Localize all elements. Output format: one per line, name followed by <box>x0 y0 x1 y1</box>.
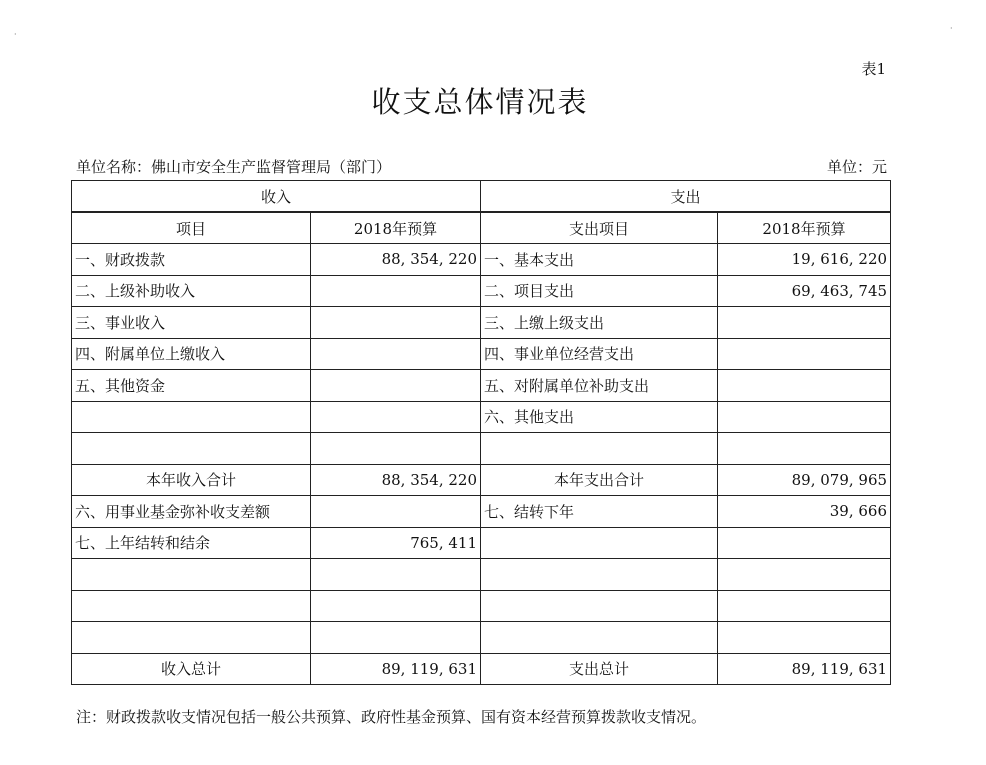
income-item-cell <box>72 559 311 591</box>
table-row <box>72 464 891 496</box>
expense-budget-cell: 89, 119, 631 <box>718 653 891 685</box>
income-item-cell <box>72 401 311 433</box>
expense-item-cell <box>481 590 718 622</box>
expense-budget-cell <box>718 307 891 339</box>
scan-speck: · <box>14 30 17 39</box>
expense-budget-cell <box>718 401 891 433</box>
expense-budget-cell <box>718 622 891 654</box>
expense-header: 支出 <box>481 181 891 213</box>
footnote: 注：财政拨款收支情况包括一般公共预算、政府性基金预算、国有资本经营预算拨款收支情况。 <box>76 708 707 726</box>
table-row <box>72 622 891 654</box>
table-row <box>72 275 891 307</box>
income-budget-cell <box>311 307 481 339</box>
expense-item-cell: 二、项目支出 <box>481 275 718 307</box>
expense-item-cell: 一、基本支出 <box>481 244 718 276</box>
table-row <box>72 559 891 591</box>
expense-budget-cell: 89, 079, 965 <box>718 464 891 496</box>
expense-item-cell: 本年支出合计 <box>481 464 718 496</box>
income-budget-cell: 88, 354, 220 <box>311 464 481 496</box>
expense-item-cell: 六、其他支出 <box>481 401 718 433</box>
expense-item-cell: 七、结转下年 <box>481 496 718 528</box>
table-row <box>72 653 891 685</box>
table-row <box>72 370 891 402</box>
table-row <box>72 433 891 465</box>
table-row <box>72 307 891 339</box>
income-item-cell: 七、上年结转和结余 <box>72 527 311 559</box>
income-item-cell: 六、用事业基金弥补收支差额 <box>72 496 311 528</box>
income-budget-cell: 89, 119, 631 <box>311 653 481 685</box>
currency-unit: 单位：元 <box>826 158 887 176</box>
table-row <box>72 527 891 559</box>
expense-budget-cell <box>718 433 891 465</box>
income-item-cell: 一、财政拨款 <box>72 244 311 276</box>
expense-item-cell <box>481 433 718 465</box>
income-item-cell: 四、附属单位上缴收入 <box>72 338 311 370</box>
expense-budget-cell <box>718 338 891 370</box>
group-header-row <box>72 181 891 213</box>
expense-item-cell <box>481 527 718 559</box>
budget-table <box>71 180 891 685</box>
income-budget-cell <box>311 433 481 465</box>
table-row <box>72 401 891 433</box>
expense-budget-cell <box>718 527 891 559</box>
income-budget-cell: 765, 411 <box>311 527 481 559</box>
table-row <box>72 244 891 276</box>
income-header: 收入 <box>72 181 481 213</box>
income-item-cell: 二、上级补助收入 <box>72 275 311 307</box>
table-number: 表1 <box>861 60 886 78</box>
income-budget-cell: 88, 354, 220 <box>311 244 481 276</box>
expense-budget-cell: 39, 666 <box>718 496 891 528</box>
table-row <box>72 338 891 370</box>
income-item-cell: 三、事业收入 <box>72 307 311 339</box>
expense-item-cell <box>481 559 718 591</box>
col-income-budget: 2018年预算 <box>311 212 481 244</box>
expense-budget-cell <box>718 559 891 591</box>
income-budget-cell <box>311 622 481 654</box>
column-header-row <box>72 212 891 244</box>
income-item-cell: 五、其他资金 <box>72 370 311 402</box>
col-income-item: 项目 <box>72 212 311 244</box>
income-budget-cell <box>311 401 481 433</box>
expense-budget-cell: 69, 463, 745 <box>718 275 891 307</box>
expense-item-cell <box>481 622 718 654</box>
table-row <box>72 590 891 622</box>
expense-item-cell: 三、上缴上级支出 <box>481 307 718 339</box>
expense-item-cell: 四、事业单位经营支出 <box>481 338 718 370</box>
income-item-cell: 收入总计 <box>72 653 311 685</box>
income-item-cell: 本年收入合计 <box>72 464 311 496</box>
income-budget-cell <box>311 559 481 591</box>
page-title: 收支总体情况表 <box>371 85 589 119</box>
expense-budget-cell: 19, 616, 220 <box>718 244 891 276</box>
income-item-cell <box>72 622 311 654</box>
income-item-cell <box>72 433 311 465</box>
expense-budget-cell <box>718 370 891 402</box>
unit-name: 单位名称：佛山市安全生产监督管理局（部门） <box>76 158 392 176</box>
expense-item-cell: 五、对附属单位补助支出 <box>481 370 718 402</box>
income-budget-cell <box>311 590 481 622</box>
col-expense-item: 支出项目 <box>481 212 718 244</box>
col-expense-budget: 2018年预算 <box>718 212 891 244</box>
income-budget-cell <box>311 275 481 307</box>
scan-speck: · <box>950 24 953 33</box>
income-item-cell <box>72 590 311 622</box>
table-row <box>72 496 891 528</box>
income-budget-cell <box>311 496 481 528</box>
income-budget-cell <box>311 338 481 370</box>
income-budget-cell <box>311 370 481 402</box>
expense-item-cell: 支出总计 <box>481 653 718 685</box>
expense-budget-cell <box>718 590 891 622</box>
